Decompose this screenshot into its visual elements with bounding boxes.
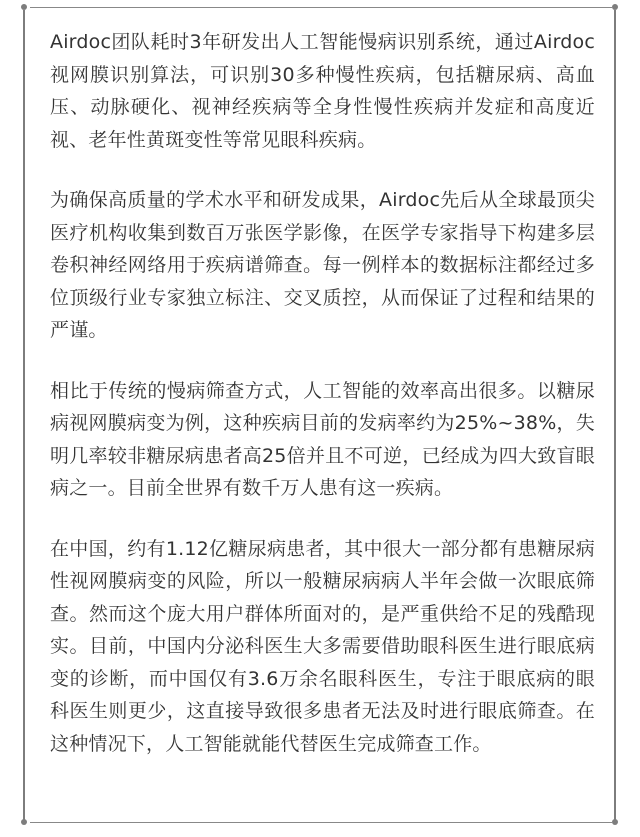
top-divider [30, 7, 612, 8]
right-border-line [614, 10, 616, 820]
corner-dot-bottom-right [612, 819, 618, 825]
paragraph-ai-efficiency: 相比于传统的慢病筛查方式，人工智能的效率高出很多。以糖尿病视网膜病变为例，这种疾病目前的发病率约为25%~38%，失明几率较非糖尿病患者高25倍并且不可逆，已经成为四大致盲眼病之一。目前全世界有数千万人患有这一疾病。 [50, 379, 595, 499]
corner-dot-top-left [21, 4, 27, 10]
paragraph-airdoc-system: Airdoc团队耗时3年研发出人工智能慢病识别系统，通过Airdoc视网膜识别算法，可识别30多种慢性疾病，包括糖尿病、高血压、动脉硬化、视神经疾病等全身性慢性疾病并发症和高度近视、老年性黄斑变性等常见眼科疾病。 [50, 31, 595, 151]
paragraph-research-quality: 为确保高质量的学术水平和研发成果，Airdoc先后从全球最顶尖医疗机构收集到数百万张医学影像，在医学专家指导下构建多层卷积神经网络用于疾病谱筛查。每一例样本的数据标注都经过多位顶级行业专家独立标注、交叉质控，从而保证了过程和结果的严谨。 [50, 189, 595, 341]
paragraph-china-situation: 在中国，约有1.12亿糖尿病患者，其中很大一部分都有患糖尿病性视网膜病变的风险，所以一般糖尿病病人半年会做一次眼底筛查。然而这个庞大用户群体所面对的，是严重供给不足的残酷现实。目前，中国内分泌科医生大多需要借助眼科医生进行眼底病变的诊断，而中国仅有3.6万余名眼科医生，专注于眼底病的眼科医生则更少，这直接导致很多患者无法及时进行眼底筛查。在这种情况下，人工智能就能代替医生完成筛查工作。 [50, 537, 595, 755]
corner-dot-top-right [612, 4, 618, 10]
bottom-divider [30, 822, 612, 823]
corner-dot-bottom-left [21, 819, 27, 825]
article-body [50, 26, 595, 760]
left-border-line [23, 10, 25, 820]
